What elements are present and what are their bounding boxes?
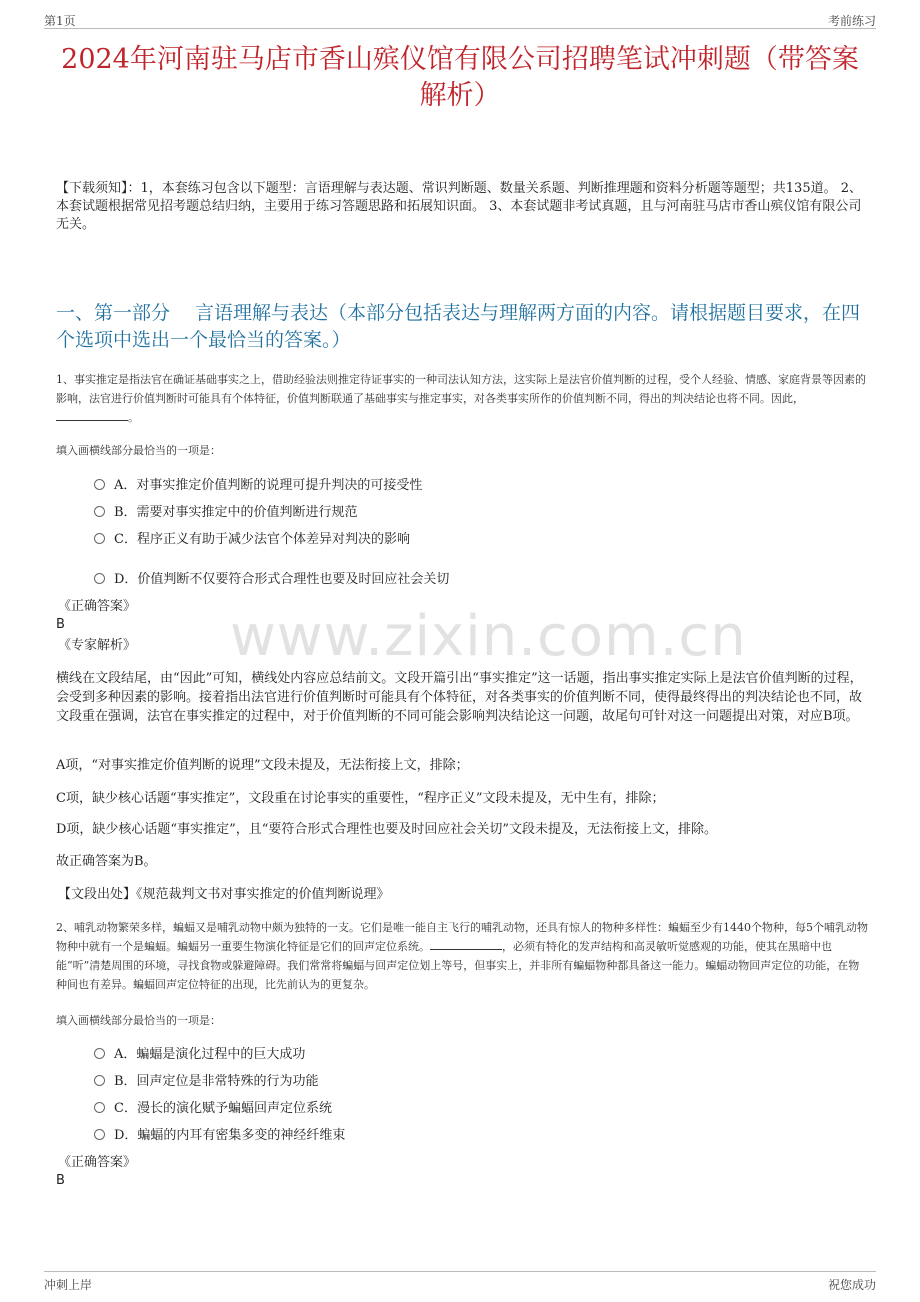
- q1-answer: B: [56, 617, 65, 632]
- footer-left-text: 冲刺上岸: [44, 1278, 93, 1292]
- question-2-stem: 2、哺乳动物繁荣多样，蝙蝠又是哺乳动物中颇为独特的一支。它们是唯一能自主飞行的哺乳动物，还具有惊人的物种多样性：蝙蝠至少有1440个物种，每5个哺乳动物物种中就有一个是蝙蝠。蝙蝠另一重要生物演化特征是它们的回声定位系统。 ，必须有特化的发声结构和高灵敏听觉感观的功能，使其在黑暗中也能“听”清楚周围的环境，寻找食物或躲避障碍。我们常常将蝙蝠与回声定位划上等号，但事实上，并非所有蝙蝠物种都具备这一能力。蝙蝠动物回声定位的功能，在物种间也有差异。蝙蝠回声定位特征的出现，比先前认为的更复杂。: [56, 921, 868, 991]
- document-title: 2024年河南驻马店市香山殡仪馆有限公司招聘笔试冲刺题（带答案解析）: [61, 44, 859, 111]
- q1-option-b[interactable]: B．需要对事实推定中的价值判断进行规范: [94, 504, 358, 522]
- q2-option-a[interactable]: A．蝙蝠是演化过程中的巨大成功: [94, 1046, 305, 1064]
- question-2-prompt: 填入画横线部分最恰当的一项是：: [56, 1014, 221, 1027]
- q1-answer-label: 《正确答案》: [58, 599, 137, 614]
- q1-option-c[interactable]: C．程序正义有助于减少法官个体差异对判决的影响: [94, 531, 410, 549]
- q1-analysis-a: A项，“对事实推定价值判断的说理”文段未提及，无法衔接上文，排除；: [56, 758, 469, 773]
- radio-icon[interactable]: [94, 533, 105, 544]
- radio-icon[interactable]: [94, 506, 105, 517]
- radio-icon[interactable]: [94, 1075, 105, 1086]
- section-title: 一、第一部分 言语理解与表达（本部分包括表达与理解两方面的内容。请根据题目要求，在四个选项中选出一个最恰当的答案。）: [56, 302, 861, 351]
- q1-option-a[interactable]: A．对事实推定价值判断的说理可提升判决的可接受性: [94, 477, 422, 495]
- page-header: [44, 10, 876, 29]
- q1-analysis-c: C项，缺少核心话题“事实推定”，文段重在讨论事实的重要性，“程序正义”文段未提及，无中生有，排除；: [56, 791, 665, 806]
- radio-icon[interactable]: [94, 1129, 105, 1140]
- q2-option-c[interactable]: C．漫长的演化赋予蝙蝠回声定位系统: [94, 1100, 332, 1118]
- q1-option-d[interactable]: D．价值判断不仅要符合形式合理性也要及时回应社会关切: [94, 571, 449, 589]
- q1-source: 【文段出处】《规范裁判文书对事实推定的价值判断说理》: [58, 887, 390, 902]
- q2-answer-label: 《正确答案》: [58, 1155, 137, 1170]
- q2-option-b[interactable]: B．回声定位是非常特殊的行为功能: [94, 1073, 319, 1091]
- answer-blank: [56, 410, 128, 421]
- q1-analysis-paragraph: 横线在文段结尾，由“因此”可知，横线处内容应总结前文。文段开篇引出“事实推定”这一话题，指出事实推定实际上是法官价值判断的过程，会受到多种因素的影响。接着指出法官进行价值判断时可能具有个体特征，对各类事实的价值判断不同，使得最终得出的判决结论也不同，故文段重在强调，法官在事实推定的过程中，对于价值判断的不同可能会影响判决结论这一问题，故尾句可针对这一问题提出对策，对应B项。: [56, 671, 863, 724]
- page-number: 第1页: [44, 14, 76, 28]
- q2-answer: B: [56, 1173, 65, 1188]
- answer-blank: [430, 939, 502, 950]
- q1-analysis-label: 《专家解析》: [58, 638, 137, 653]
- header-label: 考前练习: [827, 14, 876, 28]
- page-footer: [44, 1271, 876, 1292]
- question-1-stem: 1、事实推定是指法官在确证基础事实之上，借助经验法则推定待证事实的一种司法认知方法，这实际上是法官价值判断的过程，受个人经验、情感、家庭背景等因素的影响，法官进行价值判断时可能具有个体特征，价值判断联通了基础事实与推定事实，对各类事实所作的价值判断不同，得出的判决结论也将不同。因此，。: [56, 373, 866, 424]
- question-1-prompt: 填入画横线部分最恰当的一项是：: [56, 444, 221, 457]
- radio-icon[interactable]: [94, 1102, 105, 1113]
- radio-icon[interactable]: [94, 1048, 105, 1059]
- q1-analysis-d: D项，缺少核心话题“事实推定”，且“要符合形式合理性也要及时回应社会关切”文段未提及，无法衔接上文，排除。: [56, 822, 718, 837]
- q2-option-d[interactable]: D．蝙蝠的内耳有密集多变的神经纤维束: [94, 1127, 345, 1145]
- download-notice: 【下载须知】：1，本套练习包含以下题型：言语理解与表达题、常识判断题、数量关系题、判断推理题和资料分析题等题型；共135道。 2、本套试题根据常见招考题总结归纳，主要用于练习答题思路和拓展知识面。 3、本套试题非考试真题，且与河南驻马店市香山殡仪馆有限公司无关。: [56, 181, 862, 232]
- radio-icon[interactable]: [94, 573, 105, 584]
- radio-icon[interactable]: [94, 479, 105, 490]
- footer-right-text: 祝您成功: [827, 1278, 876, 1292]
- watermark: www.zixin.com.cn: [230, 604, 747, 669]
- q1-analysis-conclusion: 故正确答案为B。: [56, 854, 157, 869]
